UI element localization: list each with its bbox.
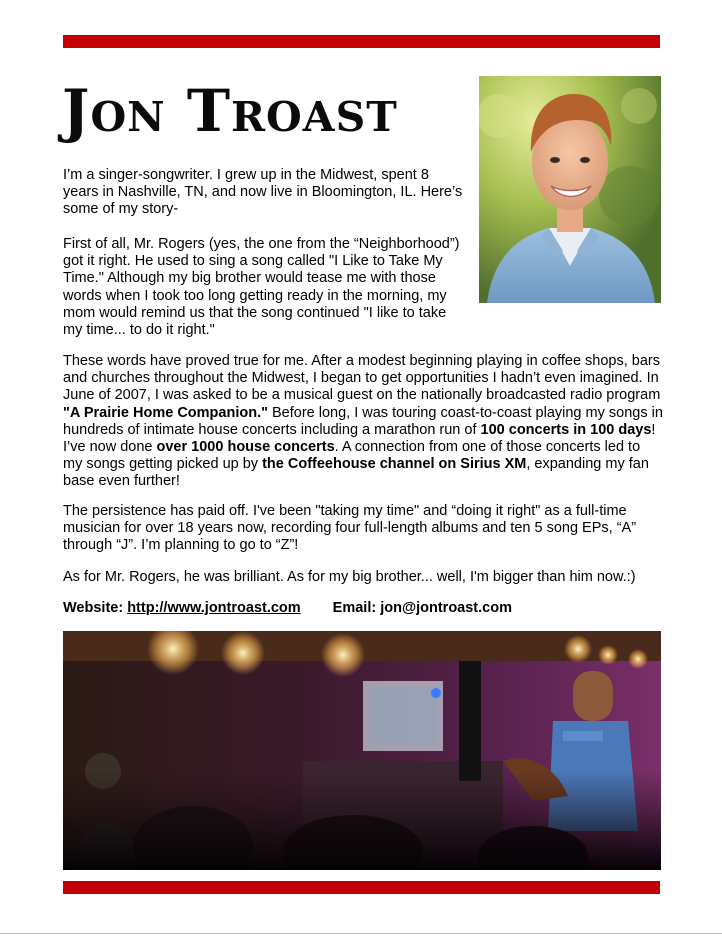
sirius-xm-channel: the Coffeehouse channel on Sirius XM [262,456,527,473]
website-link[interactable]: http://www.jontroast.com [127,600,301,616]
email-label: Email: [332,600,381,616]
career-text-5: , expanding my fan base even further! [63,456,649,490]
bio-paragraph-mr-rogers: First of all, Mr. Rogers (yes, the one from the “Neighborhood”) got it right. He used to sing a song called "I Like to Take My Time." Although my big brother would tease me with those words when I took too long getting ready in the morning, my mom would remind us that the song continued "I like to take my time... to do it right." [63,236,460,339]
thousand-house-concerts: over 1000 house concerts [156,439,335,456]
bio-paragraph-persistence: The persistence has paid off. I've been "taking my time" and “doing it right" as a full-time musician for over 18 years now, recording four full-length albums and ten 5 song EPs, “A” through “J”. I’m planning to go to “Z”! [63,503,637,554]
top-accent-bar [63,35,660,48]
career-text-2: Before long, I was touring coast-to-coast playing my songs in hundreds of intimate house concerts including a marathon run of [63,404,663,438]
page-edge-divider [0,933,722,934]
contact-line [63,600,512,617]
portrait-illustration [479,76,661,303]
prairie-home-companion: "A Prairie Home Companion." [63,404,268,421]
hundred-concerts: 100 concerts in 100 days [480,421,652,438]
bio-paragraph-career [63,353,663,491]
bio-paragraph-intro: I’m a singer-songwriter. I grew up in the Midwest, spent 8 years in Nashville, TN, and now live in Bloomington, IL. Here’s some of my story- [63,167,463,218]
portrait-photo [479,76,661,303]
concert-photo [63,631,661,870]
email-address[interactable]: jon@jontroast.com [380,600,512,616]
bio-paragraph-closing: As for Mr. Rogers, he was brilliant. As for my big brother... well, I'm bigger than him now.:) [63,569,636,585]
bottom-accent-bar [63,881,660,894]
concert-illustration [63,631,661,870]
page-title: Jon Troast [62,77,398,145]
career-text-4: . A connection from one of those concerts led to my songs getting picked up by [63,439,641,473]
career-text-1: These words have proved true for me. After a modest beginning playing in coffee shops, bars and churches throughout the Midwest, I began to get opportunities I hadn’t even imagined. In June of 2007, I was asked to be a musical guest on the nationally broadcasted radio program [63,353,661,404]
career-text-3: ! I’ve now done [63,421,656,456]
website-label: Website: [63,600,128,616]
